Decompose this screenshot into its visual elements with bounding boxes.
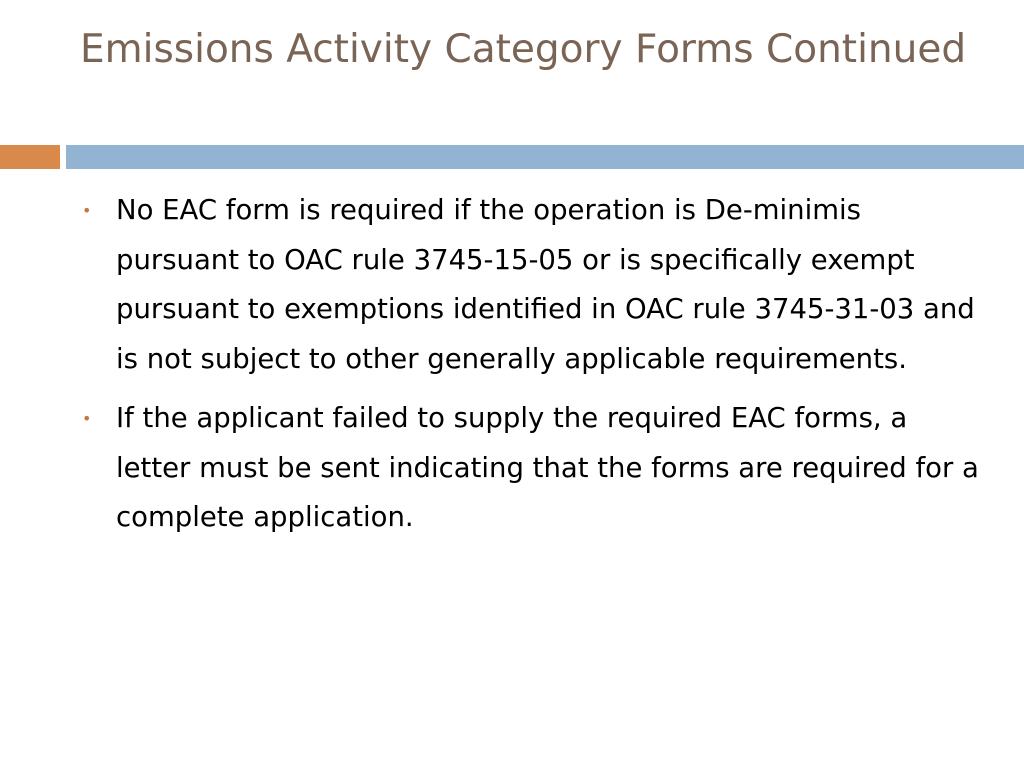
bullet-item (80, 186, 980, 384)
bullet-item (80, 394, 980, 543)
bullet-marker: • (82, 409, 92, 428)
accent-bar-blue (66, 145, 1024, 169)
accent-bar-orange (0, 145, 60, 169)
slide-title: Emissions Activity Category Forms Continued (80, 27, 967, 72)
bullet-marker: • (82, 201, 92, 220)
bullet-list (80, 186, 980, 553)
bullet-text: If the applicant failed to supply the required EAC forms, a letter must be sent indicating that the forms are required for a complete application. (116, 402, 979, 533)
bullet-text: No EAC form is required if the operation is De-minimis pursuant to OAC rule 3745-15-05 or is specifically exempt pursuant to exemptions identified in OAC rule 3745-31-03 and is not subject to other generally applicable requirements. (116, 194, 975, 375)
